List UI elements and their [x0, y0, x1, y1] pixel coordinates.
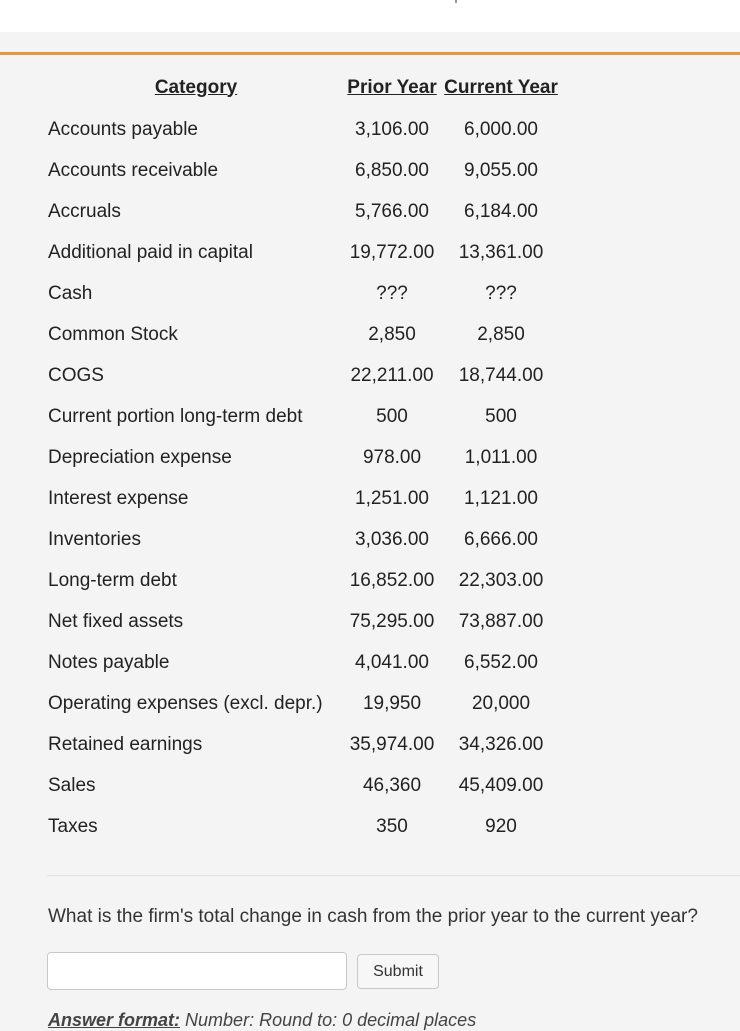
cell-prior-year: 978.00 — [362, 446, 422, 468]
answer-format — [48, 1010, 476, 1031]
cell-category: Operating expenses (excl. depr.) — [48, 692, 323, 714]
cell-category: Accounts payable — [48, 118, 198, 140]
cell-current-year: 6,552.00 — [464, 651, 538, 673]
cell-category: Accruals — [48, 200, 121, 222]
top-bar — [0, 0, 740, 32]
table-header-row — [48, 68, 562, 109]
accent-divider — [0, 52, 740, 55]
table-row — [48, 642, 562, 683]
cell-prior-year: 3,106.00 — [355, 118, 429, 140]
cell-current-year: ??? — [485, 282, 517, 304]
cell-category: Common Stock — [48, 323, 178, 345]
question-text: What is the firm's total change in cash from the prior year to the current year? — [48, 906, 698, 927]
cell-prior-year: 4,041.00 — [355, 651, 429, 673]
table-row — [48, 560, 562, 601]
cell-category: Current portion long-term debt — [48, 405, 303, 427]
cell-current-year: 22,303.00 — [458, 569, 544, 591]
cell-current-year: 6,000.00 — [464, 118, 538, 140]
table-row — [48, 765, 562, 806]
table-row — [48, 806, 562, 847]
cell-current-year: 45,409.00 — [458, 774, 544, 796]
cell-category: Taxes — [48, 815, 98, 837]
cell-category: Notes payable — [48, 651, 170, 673]
cell-category: Net fixed assets — [48, 610, 184, 632]
cell-prior-year: 2,850 — [368, 323, 416, 345]
cell-category: Retained earnings — [48, 733, 203, 755]
cell-prior-year: ??? — [376, 282, 408, 304]
table-row — [48, 396, 562, 437]
cell-category: Interest expense — [48, 487, 189, 509]
answer-format-text: Number: Round to: 0 decimal places — [185, 1010, 477, 1030]
table-row — [48, 724, 562, 765]
table-row — [48, 232, 562, 273]
cell-prior-year: 3,036.00 — [355, 528, 429, 550]
cell-category: Sales — [48, 774, 96, 796]
cell-prior-year: 350 — [376, 815, 408, 837]
section-divider — [47, 875, 740, 876]
cell-current-year: 500 — [485, 405, 517, 427]
cell-category: Accounts receivable — [48, 159, 219, 181]
table-row — [48, 191, 562, 232]
cell-current-year: 9,055.00 — [464, 159, 538, 181]
cell-current-year: 1,121.00 — [464, 487, 538, 509]
cell-prior-year: 46,360 — [362, 774, 422, 796]
header-prior-year: Prior Year — [347, 76, 437, 98]
cell-current-year: 13,361.00 — [458, 241, 544, 263]
cell-category: Additional paid in capital — [48, 241, 253, 263]
table-row — [48, 519, 562, 560]
cell-prior-year: 35,974.00 — [349, 733, 435, 755]
cell-category: Cash — [48, 282, 93, 304]
cell-current-year: 73,887.00 — [458, 610, 544, 632]
cell-prior-year: 500 — [376, 405, 408, 427]
table-row — [48, 683, 562, 724]
cell-prior-year: 19,772.00 — [349, 241, 435, 263]
cell-category: Long-term debt — [48, 569, 177, 591]
cell-current-year: 1,011.00 — [464, 446, 538, 468]
table-row — [48, 273, 562, 314]
table-row — [48, 109, 562, 150]
financial-table — [48, 68, 562, 847]
cell-category: COGS — [48, 364, 104, 386]
cell-category: Depreciation expense — [48, 446, 232, 468]
cell-prior-year: 6,850.00 — [355, 159, 429, 181]
cell-current-year: 20,000 — [471, 692, 531, 714]
cell-current-year: 2,850 — [477, 323, 525, 345]
submit-button[interactable]: Submit — [357, 954, 439, 989]
table-row — [48, 150, 562, 191]
cell-current-year: 6,184.00 — [464, 200, 538, 222]
cell-prior-year: 16,852.00 — [349, 569, 435, 591]
cell-current-year: 920 — [485, 815, 517, 837]
financial-table-container — [48, 68, 562, 847]
answer-format-label: Answer format: — [48, 1010, 181, 1030]
table-row — [48, 437, 562, 478]
table-row — [48, 314, 562, 355]
cell-current-year: 34,326.00 — [458, 733, 544, 755]
top-bar-mark — [455, 0, 457, 3]
cell-category: Inventories — [48, 528, 141, 550]
cell-prior-year: 19,950 — [362, 692, 422, 714]
table-row — [48, 478, 562, 519]
table-row — [48, 601, 562, 642]
header-current-year: Current Year — [444, 76, 558, 98]
cell-prior-year: 75,295.00 — [349, 610, 435, 632]
header-category: Category — [154, 76, 238, 98]
answer-input[interactable] — [47, 952, 347, 990]
cell-prior-year: 22,211.00 — [350, 364, 434, 386]
cell-prior-year: 5,766.00 — [355, 200, 429, 222]
table-body — [48, 109, 562, 847]
cell-prior-year: 1,251.00 — [355, 487, 429, 509]
cell-current-year: 18,744.00 — [458, 364, 544, 386]
cell-current-year: 6,666.00 — [464, 528, 538, 550]
table-row — [48, 355, 562, 396]
